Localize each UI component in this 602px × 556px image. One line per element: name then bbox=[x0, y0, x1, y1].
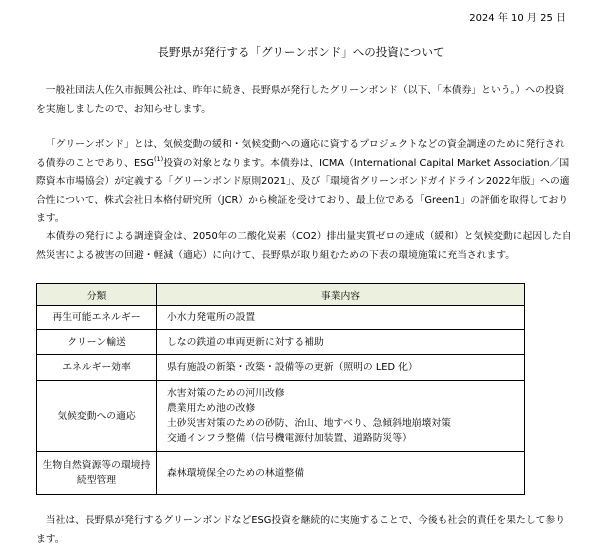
projects-cell bbox=[157, 306, 525, 330]
funding-paragraph: 本債券の発行による調達資金は、2050年の二酸化炭素（CO2）排出量実質ゼロの達成（緩和）と気候変動に起因した自然災害による被害の回避・軽減（適応）に向けて、長野県が取り組むための下表の環境施策に充当されます。 bbox=[36, 231, 572, 261]
footnote-marker: (1) bbox=[153, 154, 164, 163]
project-item: 交通インフラ整備（信号機電源付加装置、道路防災等） bbox=[167, 433, 412, 444]
definition-paragraph bbox=[36, 136, 572, 229]
project-item: 小水力発電所の設置 bbox=[167, 312, 256, 323]
table-row bbox=[37, 381, 525, 452]
project-item: 農業用ため池の改修 bbox=[167, 403, 256, 414]
projects-cell bbox=[157, 355, 525, 381]
projects-cell bbox=[157, 330, 525, 355]
projects-cell bbox=[157, 452, 525, 495]
project-item: 土砂災害対策のための砂防、治山、地すべり、急傾斜地崩壊対策 bbox=[167, 418, 451, 429]
definition-text-2: 投資の対象となります。本債券は、ICMA（International Capital Market Association／国際資本市場協会）が定義する「グリーンボンド原則2021」、及び「環境省グリーンボンドガイドライン2022年版」への適合性について、株式会社日本格付研究所（JCR）から検証を受けており、最上位である「Green1」の評価を取得しております。 bbox=[36, 157, 570, 224]
table-row bbox=[37, 355, 525, 381]
category-cell: クリーン輸送 bbox=[37, 330, 157, 355]
category-cell bbox=[37, 452, 157, 495]
publication-date: 2024 年 10 月 25 日 bbox=[469, 13, 566, 24]
table-row bbox=[37, 306, 525, 330]
definition-text-1: 「グリーンボンド」とは、気候変動の緩和・気候変動への適応に資するプロジェクトなどの資金調達のために発行される債券のことであり、ESG bbox=[36, 139, 565, 169]
table-header-row bbox=[37, 284, 525, 306]
page-title: 長野県が発行する「グリーンボンド」への投資について bbox=[157, 45, 445, 59]
table-row bbox=[37, 452, 525, 495]
eligible-projects-table bbox=[36, 283, 525, 495]
closing-paragraph: 当社は、長野県が発行するグリーンボンドなどESG投資を継続的に実施することで、今後も社会的責任を果たして参ります。 bbox=[36, 515, 566, 545]
intro-paragraph: 一般社団法人佐久市振興公社は、昨年に続き、長野県が発行したグリーンボンド（以下、「本債券」という。）への投資を実施しましたので、お知らせします。 bbox=[36, 85, 565, 115]
project-item: しなの鉄道の車両更新に対する補助 bbox=[167, 336, 324, 348]
header-category: 分類 bbox=[37, 284, 157, 306]
header-projects: 事業内容 bbox=[157, 284, 525, 306]
project-item: 県有施設の新築・改築・設備等の更新（照明の LED 化） bbox=[167, 362, 418, 373]
category-cell: 再生可能エネルギー bbox=[37, 306, 157, 330]
projects-cell bbox=[157, 381, 525, 452]
project-item: 水害対策のための河川改修 bbox=[167, 388, 285, 399]
category-cell: エネルギー効率 bbox=[37, 355, 157, 381]
category-cell: 気候変動への適応 bbox=[37, 381, 157, 452]
project-item: 森林環境保全のための林道整備 bbox=[167, 467, 305, 479]
table-row bbox=[37, 330, 525, 355]
category-text: 生物自然資源等の環境持続型管理 bbox=[42, 460, 151, 486]
